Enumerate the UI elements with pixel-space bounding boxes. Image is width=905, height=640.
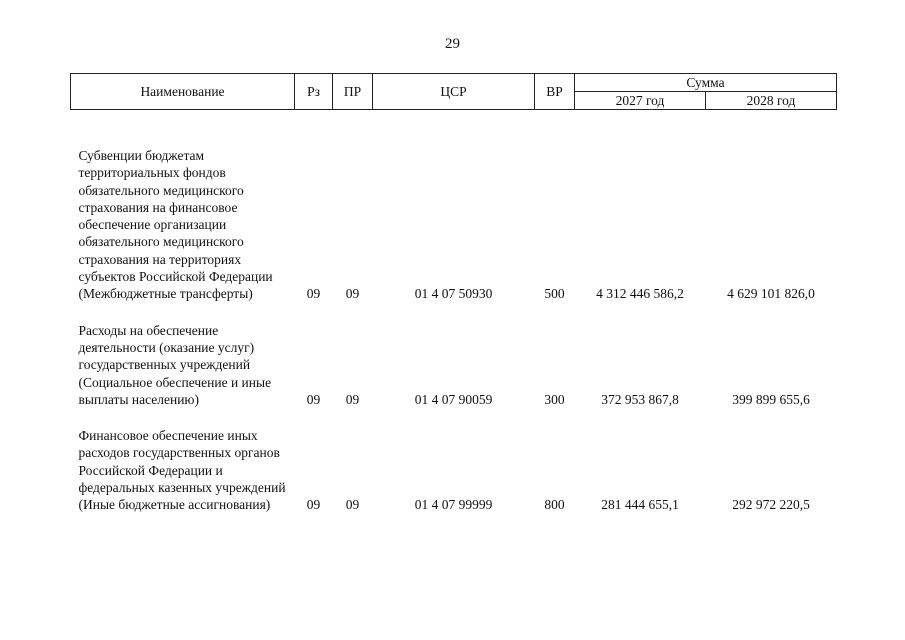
row-csr: 01 4 07 90059 xyxy=(414,391,493,407)
row-vr: 500 xyxy=(544,286,565,302)
row-rz: 09 xyxy=(306,497,321,513)
table-row xyxy=(71,427,837,513)
row-vr: 800 xyxy=(544,497,565,513)
row-pr: 09 xyxy=(345,286,360,302)
row-name: Расходы на обеспечение деятельности (оказание услуг) государственных учреждений (Социальное обеспечение и иные выплаты населению) xyxy=(78,322,272,407)
budget-table xyxy=(70,73,837,514)
row-vr: 300 xyxy=(544,391,565,407)
header-name: Наименование xyxy=(71,74,295,110)
header-year-2027: 2027 год xyxy=(575,92,706,110)
header-pr: ПР xyxy=(333,74,373,110)
row-pr: 09 xyxy=(345,391,360,407)
page-number: 29 xyxy=(445,36,460,52)
row-sum-2027: 281 444 655,1 xyxy=(601,497,679,513)
row-sum-2028: 399 899 655,6 xyxy=(732,391,810,407)
header-year-2028: 2028 год xyxy=(706,92,837,110)
row-name: Финансовое обеспечение иных расходов государственных органов Российской Федерации и федеральных казенных учреждений (Иные бюджетные ассигнования) xyxy=(78,428,286,513)
row-sum-2027: 372 953 867,8 xyxy=(601,391,679,407)
header-vr: ВР xyxy=(535,74,575,110)
table-row xyxy=(71,147,837,303)
header-sum: Сумма xyxy=(575,74,837,92)
row-csr: 01 4 07 99999 xyxy=(414,497,493,513)
header-csr: ЦСР xyxy=(373,74,535,110)
table-row xyxy=(71,322,837,408)
row-rz: 09 xyxy=(306,286,321,302)
row-rz: 09 xyxy=(306,391,321,407)
row-sum-2027: 4 312 446 586,2 xyxy=(596,286,684,302)
row-sum-2028: 4 629 101 826,0 xyxy=(727,286,815,302)
row-csr: 01 4 07 50930 xyxy=(414,286,493,302)
row-name: Субвенции бюджетам территориальных фондов обязательного медицинского страхования на финансовое обеспечение организации обязательного медицинского страхования на территориях субъектов Российской Федерации (Межбюджетные трансферты) xyxy=(78,148,273,302)
header-rz: Рз xyxy=(295,74,333,110)
row-sum-2028: 292 972 220,5 xyxy=(732,497,810,513)
row-pr: 09 xyxy=(345,497,360,513)
table-header xyxy=(71,74,837,110)
